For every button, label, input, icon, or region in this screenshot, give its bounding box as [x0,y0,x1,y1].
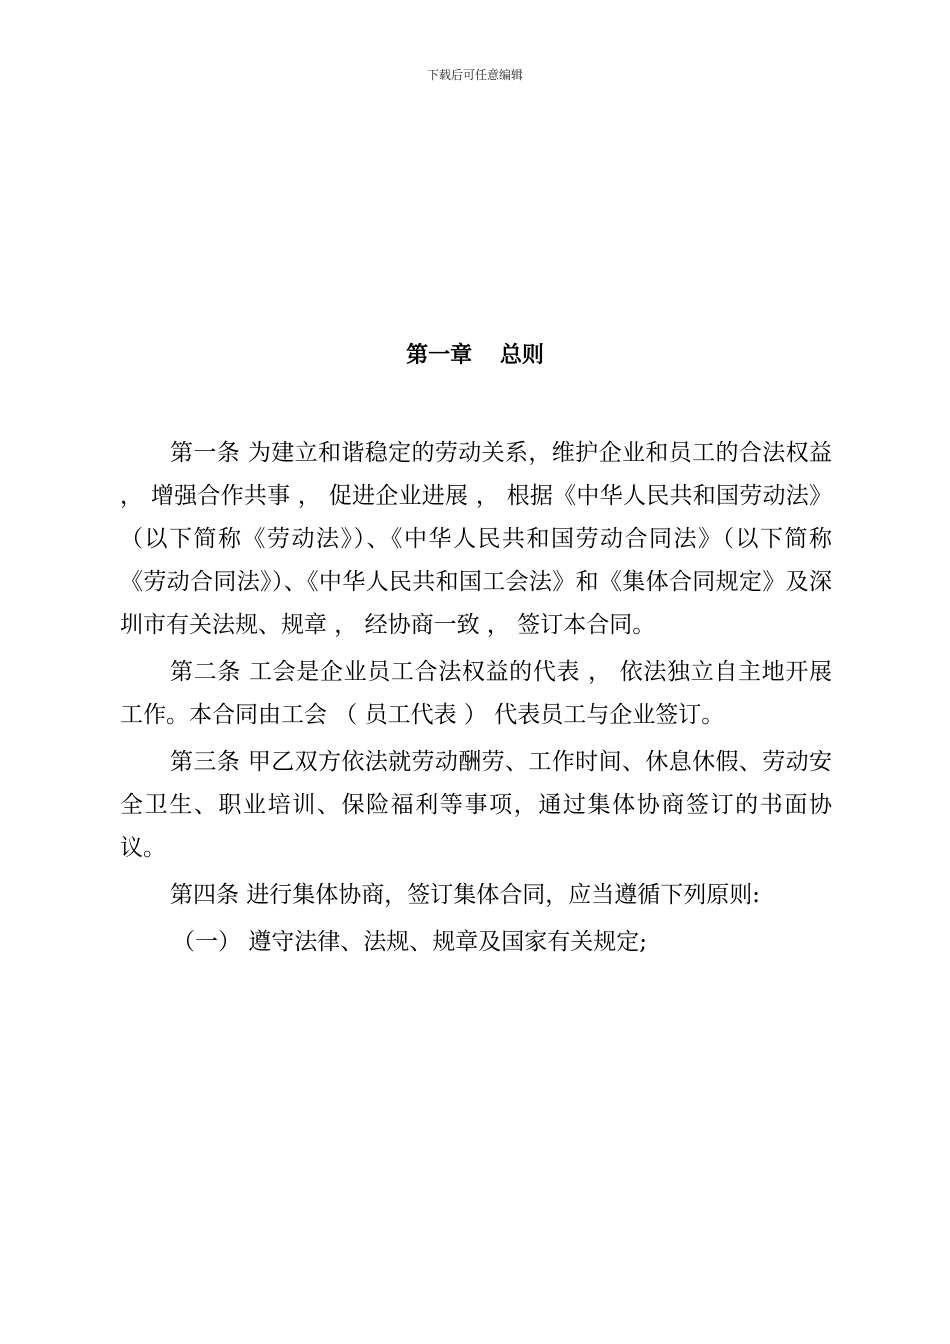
chapter-heading [0,338,950,369]
document-body [120,432,832,964]
article-3: 第三条 甲乙双方依法就劳动酬劳、工作时间、休息休假、劳动安全卫生、职业培训、保险福利等事项，通过集体协商签订的书面协议。 [120,749,832,861]
chapter-title: 总则 [499,343,544,368]
article-1: 第一条 为建立和谐稳定的劳动关系，维护企业和员工的合法权益 ， 增强合作共事 ， 促进企业进展 ， 根据《中华人民共和国劳动法》（以下简称《劳动法》）、《中华人民共和国劳动合同法》（以下简称《劳动合同法》）、《中华人民共和国工会法》和《集体合同规定》及深圳市有关法规、规章 ， 经协商一致 ， 签订本合同。 [120,440,832,638]
chapter-number: 第一章 [406,343,473,368]
clause-1: （一） 遵守法律、法规、规章及国家有关规定; [172,929,648,955]
article-2: 第二条 工会是企业员工合法权益的代表 ， 依法独立自主地开展工作。本合同由工会 （ 员工代表 ） 代表员工与企业签订。 [120,659,832,728]
article-4: 第四条 进行集体协商，签订集体合同，应当遵循下列原则: [170,882,761,908]
page-header-note: 下载后可任意编辑 [426,68,523,82]
